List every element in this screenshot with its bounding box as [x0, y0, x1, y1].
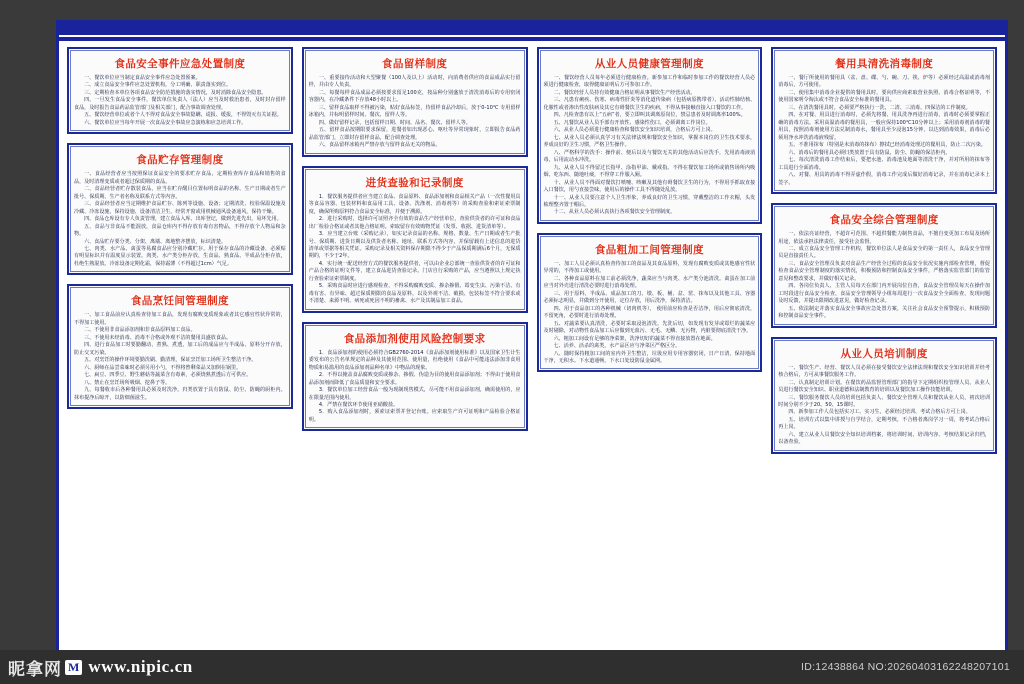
panel-food-storage-management [67, 143, 293, 275]
panel-paragraph: 五、留样食品按期限要求保留，进餐者如出现恶心、呕吐等异常现象时，立即报告食品药品监管部门，立即封存留样食品，配合调查处理。 [308, 127, 521, 141]
column-2 [302, 47, 528, 431]
panel-paragraph: 四、新参加工作人员包括实习工、实习生，必须经过培训、考试合格后方可上岗。 [788, 409, 971, 416]
panel-paragraph: 一、餐饮单位应当制定食品安全事件应急处置预案。 [84, 75, 201, 81]
panel-staff-training-system [771, 337, 997, 454]
panel-paragraph: 五、培训方式以集中讲授与自学结合，定期考核，不合格者离岗学习一周，将考试合格后再上岗。 [778, 416, 990, 431]
panel-paragraph: 二、使用集中消毒企业提供的餐用具时，要向供应商索取营业执照、消毒合格证明等，不使用国家明令淘汰或不符合食品安全标准的餐用具。 [778, 89, 990, 104]
panel-paragraph: 3．应当建立台账（采购记录），如实记录食品的名称、规格、数量、生产日期或者生产批号、保质期、进货日期以及供货者名称、地址、联系方式等内容，并保留载有上述信息的进货清单或票据等相关凭证。采购记录及相关资料保存期限不得少于产品保质期满后6个月，无保质期的，不少于2年。 [308, 231, 521, 260]
panel-paragraph: 一、加工人员必须认真检查待加工的食品及其食品原料，发现有腐败变质或其他感官性状异常的，不得加工或使用。 [543, 260, 756, 275]
panel-paragraph: 二、各种食品原料在加工前必须洗净，蔬菜应当与肉类、水产类分池清洗。禽蛋在加工前应当对外壳进行清洗必要时进行消毒处理。 [543, 275, 756, 290]
panel-paragraph: 三、留样食品取样不得被污染，贴好食品标签，待留样食品冷却后，放于0-10℃ 专用留样冰箱内，并标明留样时间、餐次、留样人等。 [308, 104, 521, 119]
panel-paragraph: 一、餐饮经营人员每年必须进行健康检查。新参加工作和临时参加工作的餐饮经营人员必须进行健康检查，取得健康证明后方可参加工作。 [543, 75, 756, 89]
panel-paragraph: 一、食品经营者应当按照保证食品安全的要求贮存食品，定期检查库存食品和销售的食品，及时清理变质或者超过保质期的食品。 [74, 171, 286, 185]
panel-paragraph: 六、粗加工间设有足够的净菜架，洗净切好的蔬菜不得直接放置在地面。 [553, 335, 716, 342]
panel-paragraph: 五、不准用抹布（特别是未消毒的抹布）擦拭已经消毒处理过的餐用具，防止二次污染。 [788, 142, 986, 149]
panel-paragraph: 九、每餐收市后各种餐用具必须及时洗净。归类放置于具有防鼠、防尘、防蝇的厨柜内。抹布提净后晾开，以防细菌滋生。 [74, 387, 286, 401]
panel-paragraph: 五、食品与非食品不能混放，食品仓库内不得存放有毒有害物品，不得存放个人物品和杂物。 [74, 223, 286, 238]
panel-paragraph: 2．不得以掩盖食品腐败变质或掺杂、掺假、伪造为目的使用食品添加剂；不得由于使用食品添加剂而降低了食品质量和安全要求。 [308, 372, 521, 386]
panel-title: 进货查验和记录制度 [365, 176, 464, 189]
panel-comprehensive-food-safety [771, 203, 997, 328]
panel-paragraph: 八、对餐、用具的消毒不得弄虚作假，消毒工作完成后做好消毒记录，并在消毒记录本上签字。 [778, 172, 990, 186]
panel-paragraph: 一、重要接待活动和大型聚餐（100人及以上）活动时，向消费者供应的食品成品实行留样，并由专人负责。 [308, 75, 521, 89]
panel-paragraph: 六、厨师在品尝菜味时必须另用小勺，不得将曾剩菜品又加倒在锅里。 [84, 364, 242, 371]
panel-title: 食品粗加工间管理制度 [594, 243, 704, 256]
panel-paragraph: 二、餐饮经营人员持有效健康合格证明从事餐饮生产经营活动。 [553, 89, 696, 96]
panel-paragraph: 四、食品仓库设有专人负责管理，建立食品入库、出库登记，做到先进先出，易坏先用。 [84, 216, 282, 223]
panel-paragraph: 5．采购食品时应进行感观检查，不得采购腐败变质、掺杂掺假、霉变生虫、污染不洁、有毒有害、有异味、超过保质期限的食品及原料，以及外观不洁、破损、包装标签不符合要求或不清楚、来源不明、病死或死因不明的畜禽、水产及其制品加工食品。 [308, 283, 521, 305]
panel-paragraph: 四、各岗位负责人、主管人员每天在部门内开展岗位自查，食品安全管理员每天在操作加工时段进行食品安全检查，食品安全管理领导小组每周进行一次食品安全全面检查，发现问题及时反馈，并提出限期改进意见，做好检查记录。 [778, 283, 990, 305]
panel-columns [67, 47, 997, 662]
panel-body [544, 261, 756, 366]
panel-purchase-inspection-record [302, 166, 528, 313]
panel-paragraph: 1．食品添加剂的使用必须符合GB2760-2014《食品添加剂使用标准》以及国家卫生计生委发布的公告名单规定的品种及其使用范围、使用量，杜绝使用《食品中可能违法添加非食用物质和易滥用的食品添加剂品种名单》中物品的现象。 [308, 349, 521, 371]
panel-title: 食品贮存管理制度 [136, 154, 224, 167]
panel-paragraph: 三、食品安全管理员负责对食品生产经营全过程的食品安全状况实施内部检查管理，督促检查食品安全管理制度的落实情况，积极预防和控制食品安全事件，严格落实监管部门的监管意见和整改要求，并做好相关记录。 [778, 260, 990, 282]
panel-paragraph: 二、成立食品安全事件应急处置机构，分工明确、职责落实到位。 [84, 82, 232, 89]
panel-body [778, 365, 990, 447]
panel-paragraph: 二、认真制定培训计划。在餐饮药品监督管理部门的指导下定期组织校管理人员、从业人员进行餐饮安全知识、职业道德和法制教育的培训以及餐饮加工操作技能培训。 [778, 379, 990, 394]
nipic-logo [8, 655, 82, 680]
panel-paragraph: 三、用于原料、半成品、成品加工的刀、墩、板、桶、盆、筐、抹布以及其他工具、容器必须标志明显，并做到分开使用，定位存放，用后洗净，保持清洁。 [543, 290, 756, 305]
panel-paragraph: 一、加工食品前应认真检查待加工食品，发现有腐败变质现象或者其它感官性状异常的，不得加工使用。 [74, 312, 286, 326]
panel-title: 食品安全事件应急处置制度 [114, 58, 246, 70]
panel-paragraph: 三、在清洗餐用具时，必须要严格执行一洗、二清、三消毒、四保洁的工作制度。 [788, 104, 971, 111]
panel-paragraph: 三、食品经营者应当定期维护食品贮存、陈列等设施、设备；定期清洗、校验保温设施及冷藏、冷冻设施，保持设施、设备清洁卫生，经常开窗或用机械通风设备通风，保持干燥。 [74, 201, 286, 215]
panel-paragraph: 十二、从业人员必须认真执行各项餐饮安全管理制度。 [553, 209, 676, 216]
panel-paragraph: 四、在对餐、用具进行消毒时，必须先将餐、用具洗净再进行消毒，消毒时必须要掌握正确的消毒方法。采用高温消毒的餐用具，一般应保持100℃10分钟以上；采用消毒剂消毒的餐用具，按照消毒剂使用方法兑制消毒水，餐用具至少浸泡15分钟，以达到消毒效果，消毒后必须用净水冲洗消毒液残留。 [778, 112, 990, 141]
panel-body [778, 75, 990, 187]
panel-tableware-cleaning-disinfection [771, 47, 997, 194]
watermark-brand [8, 655, 193, 680]
panel-paragraph: 八、禁止在烹饪场所吸烟、挖鼻子等。 [84, 379, 171, 386]
panel-paragraph: 三、不使用未经消毒、消毒不合格或外观不洁的餐用具盛放食品。 [84, 334, 232, 341]
column-3 [537, 47, 763, 372]
panel-rough-processing-room [537, 233, 763, 373]
panel-paragraph: 1．餐饮服务提供者应当建立食品、食品原料、食品添加剂和食品相关产品（一次性餐用具等食品容器、包装材料和食品用工具、设备、洗涤剂、消毒剂等）的采购查验和索证索票制度，确保所购原料符合食品安全标准，并便于溯源。 [308, 193, 521, 215]
panel-paragraph: 十、从业人员不得面对餐饮打喷嚏、咳嗽及其他有碍餐饮卫生的行为，不得用手抓取直接入口餐饮，用勺直接尝味，使用后的操作工具不得随处乱放。 [543, 179, 756, 194]
panel-paragraph: 三、凡患有痢疾、伤寒、病毒性肝炎等消化道传染病（包括病原携带者）、活动性肺结核、化脓性或者渗出性皮肤病及其它有碍餐饮卫生的疾病，不得从事接触直接入口餐饮的工作。 [543, 97, 756, 111]
panel-paragraph: 四、做好留样记录，包括留样日期、时间、品名、餐次、留样人等。 [318, 119, 471, 126]
panel-title: 食品留样制度 [381, 58, 448, 70]
panel-paragraph: 十一、从业人员要注意个人卫生形象，养成良好的卫生习惯，穿戴整洁的工作衣帽，头发梳理整齐置于帽后。 [543, 194, 756, 208]
panel-food-safety-emergency [67, 47, 293, 134]
panel-paragraph: 七、扁豆、四季豆、野生蘑菇等蔬菜含有毒素，必须烧熟煮透后方可供应。 [84, 372, 252, 379]
panel-paragraph: 3．餐饮单位加工经营食品一般为现制现售模式，尽可能不用食品添加剂，确需使用的，应在限量范围内使用。 [308, 387, 521, 401]
panel-paragraph: 2．进行采购时，选择许可证照齐全有效的食品生产经营单位，查验供货者的许可证和食品出厂检验合格证或者其他合格证明。索取留存有效购物凭证（发票、收据、进货清单等）。 [308, 216, 521, 230]
panel-paragraph: 二、不使用非食品添加剂和非食品原料加工食品。 [84, 327, 196, 334]
left-margin-strip [0, 0, 56, 684]
panel-paragraph: 五、餐饮经营单位或者个人不得对食品安全事故隐瞒、谎报、缓报，不得毁灭有关证据。 [84, 112, 282, 119]
image-id-text: ID:12438864 NO:20260403162248207101 [800, 661, 1010, 673]
panel-paragraph: 四、用于食品加工的各种机械（切肉机等）， 使用前应检查是否洁净，用后应彻底清洗，不留死角，必要时进行消毒处理。 [543, 305, 756, 320]
column-1 [67, 47, 293, 409]
logo-badge-icon: M [65, 660, 82, 675]
panel-paragraph: 三、餐饮服务餐饮人员的培训包括负责人、餐饮安全管理人员和餐饮从业人员，初次培训时间分别不少于20、50、15课时。 [778, 394, 990, 408]
panel-paragraph: 六、食品留样冰箱内严禁存放与留样食品无关的物品。 [318, 142, 441, 149]
panel-paragraph: 六、建立从业人员餐饮安全知识培训档案，将培训时间、培训内容、考核结果记录归档，以备查验。 [778, 431, 990, 446]
panel-body [74, 312, 286, 402]
panel-paragraph: 八、随时保持粗加工间的室内外卫生整洁，垃圾应用专用容器密闭，日产日清，保持地面干净，无积水。下水道通畅，下水口处设防鼠金属网。 [543, 350, 756, 364]
panel-body [309, 350, 521, 425]
panel-title: 食品安全综合管理制度 [829, 214, 939, 227]
panel-title: 食品添加剂使用风险控制要求 [343, 332, 486, 345]
panel-paragraph: 三、定期检查本单位各项食品安全防范措施的落实情况，及时消除食品安全隐患。 [84, 89, 267, 96]
panel-body [309, 75, 521, 150]
panel-body [309, 194, 521, 306]
panel-food-sample-retention [302, 47, 528, 157]
panel-paragraph: 七、从业人员必须认真学习有关法律法规和餐饮安全知识，掌握本岗位的卫生技术要求，养成良好的卫生习惯，严格卫生操作。 [543, 134, 756, 149]
panel-paragraph: 五、对蔬菜要认真清洗，必要时采取浸泡清洗。先洗后切，如发现有发芽或霉烂的蔬菜应及时剔除，对动物性食品加工后应做到无血污、无毛、无鳞、无污物，内脏要彻底清洗干净。 [543, 320, 756, 335]
panel-paragraph: 四、凡检查患有以上“五病”者，要立即叫其调离原岗位，禁忌患者及时调离率100%。 [553, 112, 746, 119]
panel-food-additive-risk-control [302, 322, 528, 432]
board-body [59, 41, 1005, 662]
panel-cooking-room-management [67, 284, 293, 409]
panel-paragraph: 六、从业人员必须进行健康检查和餐饮安全知识培训，合格后方可上岗。 [553, 127, 716, 134]
panel-paragraph: 一、依法亮证经营，不超许可范围、不超供餐能力制售食品，不擅自变更加工布局及场所用途，依法承担法律责任，接受社会监督。 [778, 231, 990, 245]
panel-paragraph: 二、食品经营者贮存散装食品，应当在贮存醒目位置标明食品的名称、生产日期或者生产批号、保质期、生产者名称及联系方式等内容。 [74, 186, 286, 200]
panel-paragraph: 八、严格科学的洗手：操作前、便后以及与餐饮无关的其他活动后应洗手，先用消毒液消毒，后用流动水冲洗。 [543, 149, 756, 164]
panel-paragraph: 4．严禁在餐饮环节使用亚硝酸盐。 [318, 402, 399, 408]
panel-title: 从业人员健康管理制度 [594, 58, 704, 70]
panel-title: 从业人员培训制度 [840, 347, 928, 360]
panel-paragraph: 二、每餐每样食品成品必须按要求留足100克，按品种分别盛放于清洗消毒后的专用密闭容器内，在冷藏条件下存放48小时以上。 [308, 89, 521, 104]
panel-body [778, 231, 990, 321]
column-4 [771, 47, 997, 454]
panel-paragraph: 六、消毒后的餐用具必须归类放置于具有防鼠、防尘、防蝇的保洁柜内。 [788, 149, 951, 156]
panel-body [544, 75, 756, 217]
panel-paragraph: 七、每次清洗消毒工作结束后，要把水池、消毒池及地面等清洗干净，并对所用的抹布等工具进行全面消毒。 [778, 157, 990, 171]
panel-paragraph: 五、对烹饪的操作环境要勤洗刷、勤清理，保证烹饪加工场所卫生整洁干净。 [84, 357, 257, 364]
panel-paragraph: 七、肉类、水产品、禽蛋等易腐食品应分别冷藏贮存。用于保存食品的冷藏设备，必须贴有明显标识并有温度显示装置。肉类、水产类分柜存放，生食品、熟食品、半成品分柜存放，杜绝生熟混放。冷冻设备定期化霜，保持霜薄（不得超过1cm）气足。 [74, 245, 286, 267]
panel-paragraph: 一、餐饮生产、经营、餐饮人员必须在接受餐饮安全法律法规和餐饮安全知识培训并经考核合格后，方可从事餐饮服务工作。 [778, 364, 990, 379]
watermark-footer [0, 650, 1024, 684]
panel-paragraph: 二、成立食品安全管理工作机构，餐饮单位法人是食品安全的第一责任人，食品安全管理员是直接责任人。 [778, 245, 990, 260]
panel-paragraph: 六、食品贮存要分类、分架、离墙、离地整齐摆放，标识清楚。 [84, 238, 226, 245]
panel-title: 餐用具清洗消毒制度 [835, 58, 934, 70]
site-url: www.nipic.cn [88, 657, 193, 676]
panel-body [74, 171, 286, 268]
board-top-bar [59, 23, 1005, 37]
panel-paragraph: 一、餐厅所使用的餐用具（盆、盘、碟、勺、碗、刀、筷、炉等）必须经过高温或消毒剂消毒后，方可使用。 [778, 75, 990, 89]
panel-title: 食品烹饪间管理制度 [130, 295, 229, 308]
panel-paragraph: 五、依法制定并落实食品安全事故应急处置方案，关注社会食品安全预警提示，积极预防和控制食品安全事件。 [778, 305, 990, 320]
panel-paragraph: 九、从业人员不得留过长指甲、涂指甲油、戴戒指。不得在餐饮加工场所或销售场所内吸烟、吃东西、随地吐痰，不得穿工作服入厕。 [543, 164, 756, 179]
panel-paragraph: 4．实行统一配送经营方式的餐饮服务提供者，可以由企业总部统一查验供货者的许可证和产品合格的证明文件等，建立食品进货查验记录。门店自行采购的产品，应当遵照以上规定执行查验索证索票制度。 [308, 260, 521, 282]
panel-paragraph: 四、一旦发生食品安全事件，餐饮单位负责人（法人）应当及时救治患者，及时封存留样食品，及时报告食品药品监管部门及相关部门，配合事故调查处理。 [74, 97, 286, 111]
panel-paragraph: 五、凡餐饮从业人员手部有开放性、感染性伤口，必须调离工作岗位。 [553, 119, 711, 126]
panel-paragraph: 5．购入食品添加剂时，须索证索票并登记台账。应索取生产许可证明和产品检验合格证明。 [308, 409, 521, 423]
panel-paragraph: 七、活养、活杀的禽类，水产品区应与净菜区严格区分。 [553, 343, 681, 350]
panel-paragraph: 四、进行食品加工时要勤翻动、煮熟、煮透，加工后的成品应与半成品、原料分开存放，防止交叉污染。 [74, 342, 286, 356]
panel-body [74, 75, 286, 127]
site-name-cn: 昵拿网 [8, 659, 62, 680]
panel-staff-health-management [537, 47, 763, 224]
panel-paragraph: 六、餐饮单位应当每年开展一次食品安全事故应急演练和应急培训工作。 [84, 119, 247, 126]
poster-board [56, 20, 1008, 665]
